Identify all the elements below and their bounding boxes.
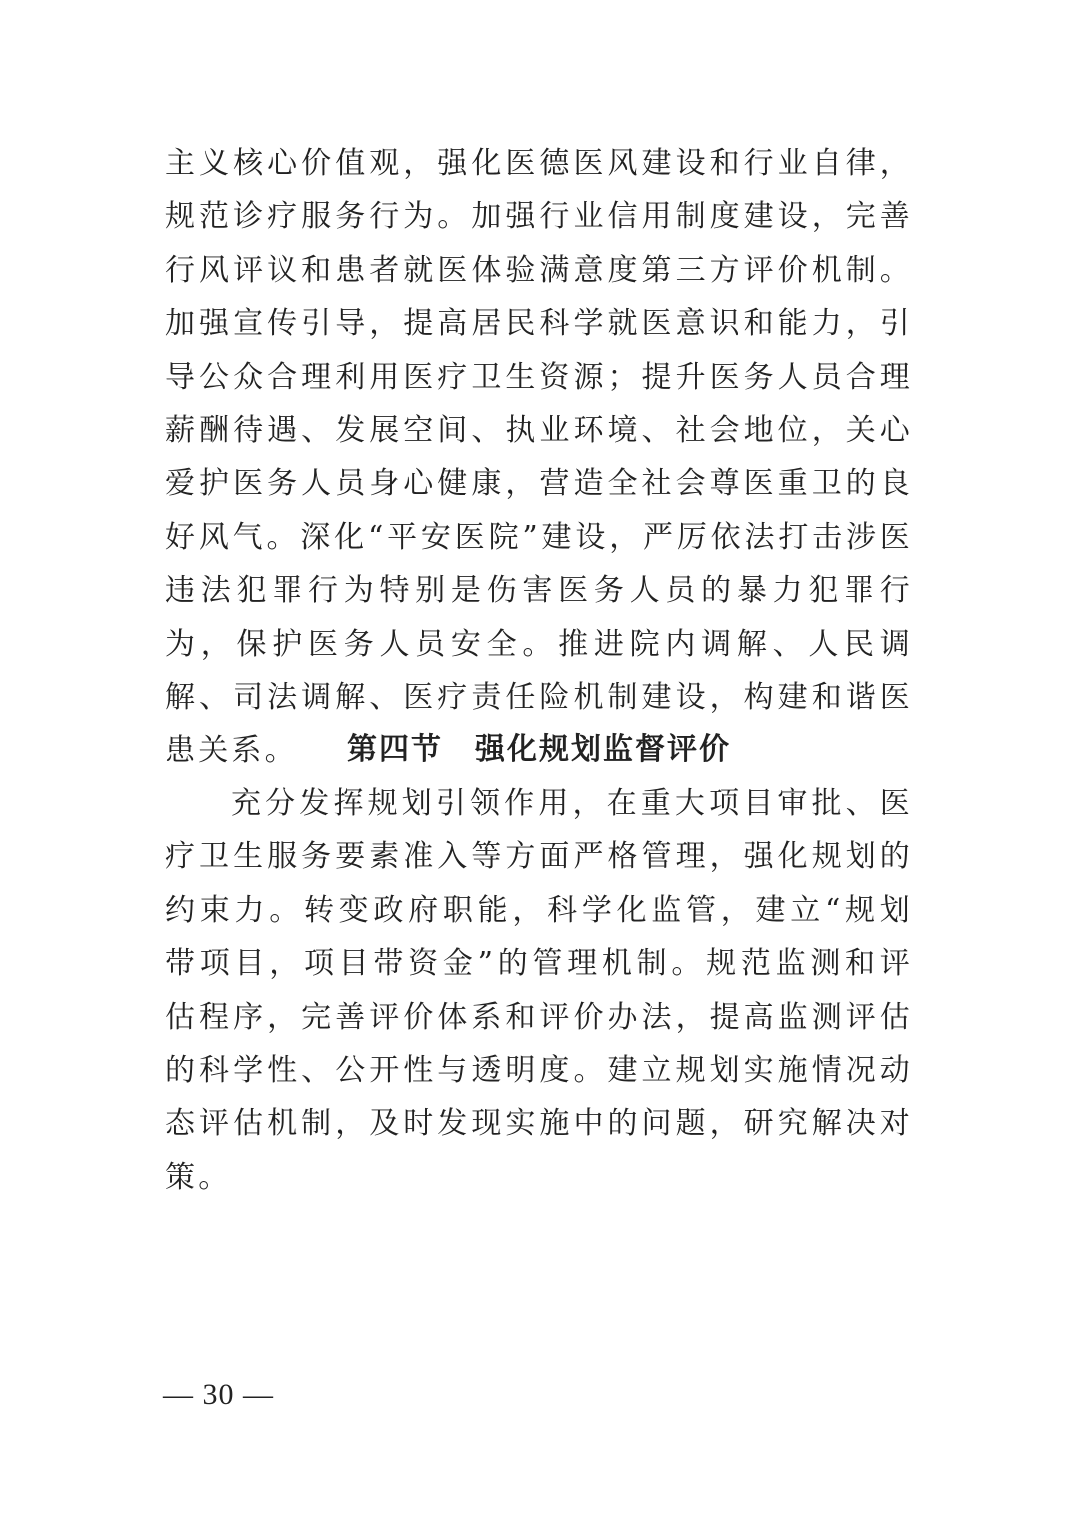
- section-heading: 第四节 强化规划监督评价: [347, 732, 731, 767]
- body-paragraph-section-four: 充分发挥规划引领作用，在重大项目审批、医疗卫生服务要素准入等方面严格管理，强化规划的约束力。转变政府职能，科学化监管，建立“规划带项目，项目带资金”的管理机制。规范监测和评估程序，完善评价体系和评价办法，提高监测评估的科学性、公开性与透明度。建立规划实施情况动态评估机制，及时发现实施中的问题，研究解决对策。: [165, 786, 913, 1195]
- body-paragraph-continued: 主义核心价值观，强化医德医风建设和行业自律，规范诊疗服务行为。加强行业信用制度建设，完善行风评议和患者就医体验满意度第三方评价机制。加强宣传引导，提高居民科学就医意识和能力，引导公众合理利用医疗卫生资源；提升医务人员合理薪酬待遇、发展空间、执业环境、社会地位，关心爱护医务人员身心健康，营造全社会尊医重卫的良好风气。深化“平安医院”建设，严厉依法打击涉医违法犯罪行为特别是伤害医务人员的暴力犯罪行为，保护医务人员安全。推进院内调解、人民调解、司法调解、医疗责任险机制建设，构建和谐医患关系。: [165, 146, 913, 769]
- page-number: — 30 —: [163, 1378, 274, 1411]
